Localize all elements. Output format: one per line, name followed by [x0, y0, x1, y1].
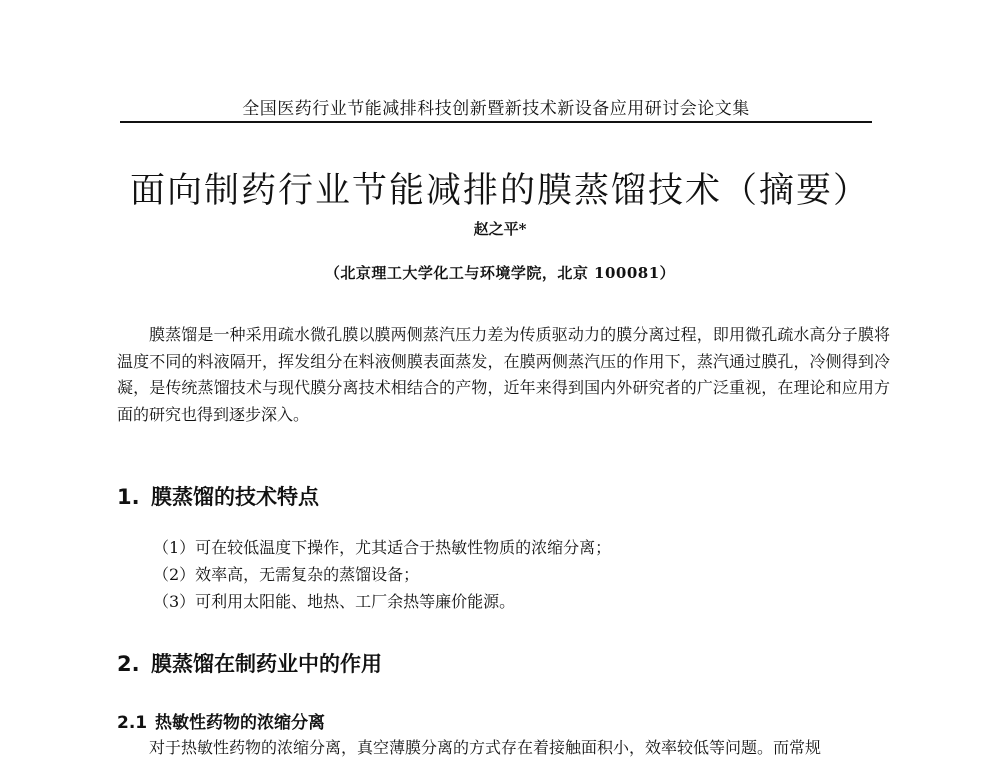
section-2-title: 膜蒸馏在制药业中的作用 — [151, 652, 382, 676]
feature-list — [153, 534, 611, 615]
section-1-heading — [117, 481, 319, 511]
abstract-paragraph: 膜蒸馏是一种采用疏水微孔膜以膜两侧蒸汽压力差为传质驱动力的膜分离过程，即用微孔疏水高分子膜将温度不同的料液隔开，挥发组分在料液侧膜表面蒸发，在膜两侧蒸汽压的作用下，蒸汽通过膜孔，冷侧得到冷凝，是传统蒸馏技术与现代膜分离技术相结合的产物，近年来得到国内外研究者的广泛重视，在理论和应用方面的研究也得到逐步深入。 — [117, 325, 890, 424]
author-affiliation: （北京理工大学化工与环境学院，北京 100081） — [324, 264, 676, 282]
feature-item: （2）效率高，无需复杂的蒸馏设备； — [153, 565, 420, 584]
section-1-number: 1. — [117, 485, 140, 509]
paper-title: 面向制药行业节能减排的膜蒸馏技术（摘要） — [129, 171, 870, 212]
subsection-2-1-paragraph: 对于热敏性药物的浓缩分离，真空薄膜分离的方式存在着接触面积小，效率较低等问题。而常规 — [149, 738, 822, 757]
feature-item: （1）可在较低温度下操作，尤其适合于热敏性物质的浓缩分离； — [153, 538, 612, 557]
subsection-2-1-heading — [117, 708, 325, 733]
feature-item: （3）可利用太阳能、地热、工厂余热等廉价能源。 — [153, 592, 516, 611]
subsection-2-1-title: 热敏性药物的浓缩分离 — [155, 713, 325, 733]
section-1-title: 膜蒸馏的技术特点 — [151, 485, 319, 509]
subsection-2-1-number: 2.1 — [117, 713, 148, 733]
author-name: 赵之平* — [473, 220, 527, 238]
running-header: 全国医药行业节能减排科技创新暨新技术新设备应用研讨会论文集 — [242, 99, 750, 119]
header-rule — [120, 121, 872, 123]
section-2-number: 2. — [117, 652, 140, 676]
section-2-heading — [117, 648, 382, 678]
